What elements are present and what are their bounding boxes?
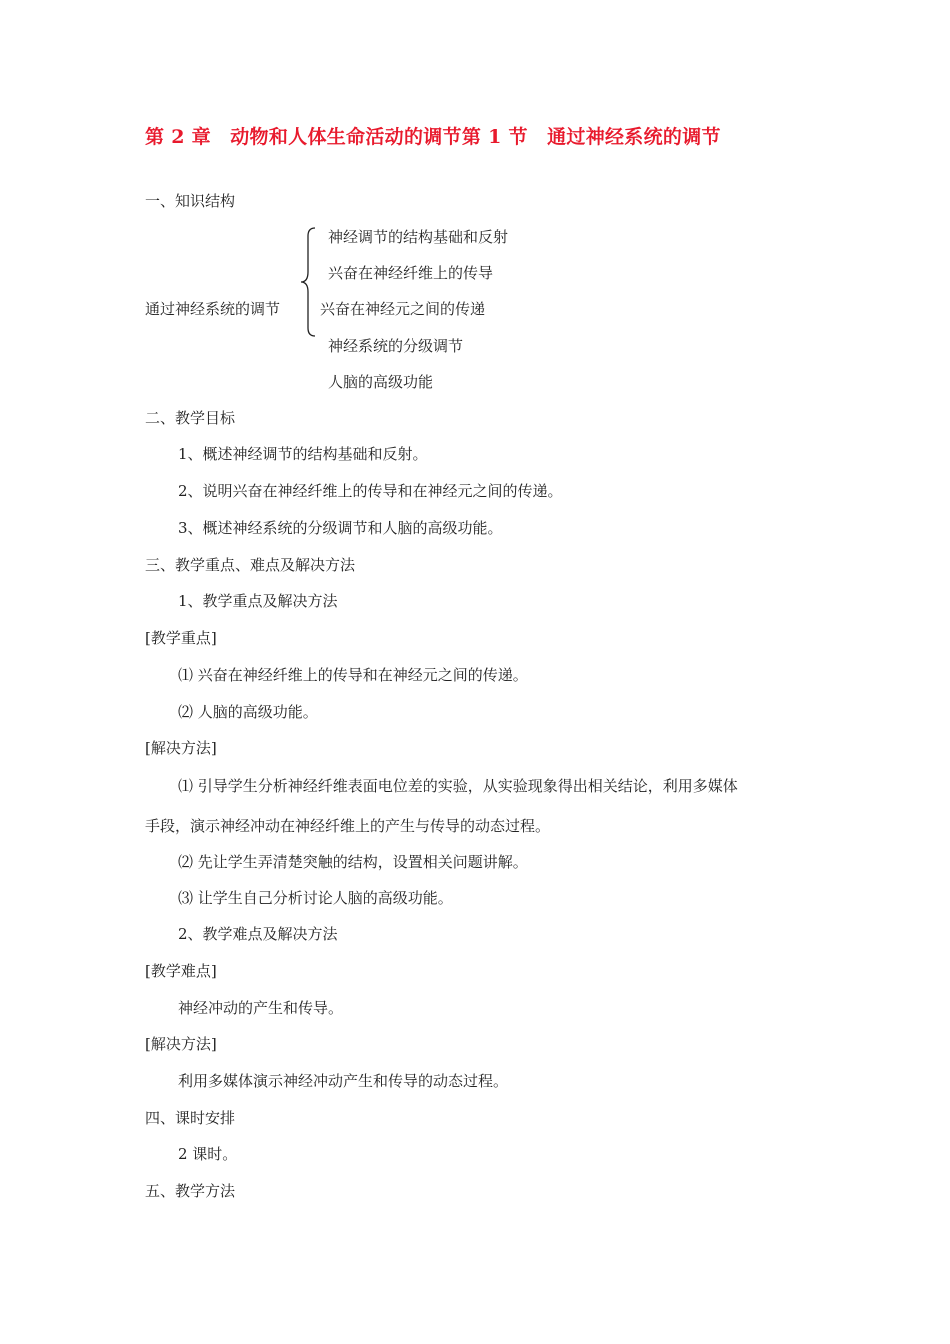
label-key-points: [教学重点] xyxy=(145,629,217,647)
label-difficulty: [教学难点] xyxy=(145,962,217,980)
key-point-item: ⑴ 兴奋在神经纤维上的传导和在神经元之间的传递。 xyxy=(178,666,528,684)
method-item: ⑶ 让学生自己分析讨论人脑的高级功能。 xyxy=(178,889,453,907)
method-item: ⑴ 引导学生分析神经纤维表面电位差的实验，从实验现象得出相关结论，利用多媒体 xyxy=(178,777,738,795)
method-item: ⑵ 先让学生弄清楚突触的结构，设置相关问题讲解。 xyxy=(178,853,528,871)
label-method: [解决方法] xyxy=(145,739,217,757)
method-item-continued: 手段，演示神经冲动在神经纤维上的产生与传导的动态过程。 xyxy=(145,817,551,835)
goal-item: 3、概述神经系统的分级调节和人脑的高级功能。 xyxy=(178,519,503,537)
tree-item: 人脑的高级功能 xyxy=(328,373,434,391)
section-heading-focus: 三、教学重点、难点及解决方法 xyxy=(145,556,356,574)
section-heading-knowledge: 一、知识结构 xyxy=(145,192,236,210)
curly-brace-icon xyxy=(298,226,318,338)
tree-item: 兴奋在神经纤维上的传导 xyxy=(328,264,494,282)
hours-text: 2 课时。 xyxy=(178,1145,238,1163)
label-method-2: [解决方法] xyxy=(145,1035,217,1053)
tree-root: 通过神经系统的调节 xyxy=(145,300,281,318)
tree-item: 神经调节的结构基础和反射 xyxy=(328,228,509,246)
goal-item: 2、说明兴奋在神经纤维上的传导和在神经元之间的传递。 xyxy=(178,482,563,500)
key-point-item: ⑵ 人脑的高级功能。 xyxy=(178,703,318,721)
tree-item: 兴奋在神经元之间的传递 xyxy=(320,300,486,318)
method-2-text: 利用多媒体演示神经冲动产生和传导的动态过程。 xyxy=(178,1072,509,1090)
section-heading-hours: 四、课时安排 xyxy=(145,1109,236,1127)
section-heading-goals: 二、教学目标 xyxy=(145,409,236,427)
subheading-difficulty: 2、教学难点及解决方法 xyxy=(178,925,338,943)
subheading-key-points: 1、教学重点及解决方法 xyxy=(178,592,338,610)
difficulty-text: 神经冲动的产生和传导。 xyxy=(178,999,344,1017)
goal-item: 1、概述神经调节的结构基础和反射。 xyxy=(178,445,428,463)
section-heading-methods: 五、教学方法 xyxy=(145,1182,236,1200)
tree-item: 神经系统的分级调节 xyxy=(328,337,464,355)
page-title: 第 2 章 动物和人体生命活动的调节第 1 节 通过神经系统的调节 xyxy=(145,126,721,148)
